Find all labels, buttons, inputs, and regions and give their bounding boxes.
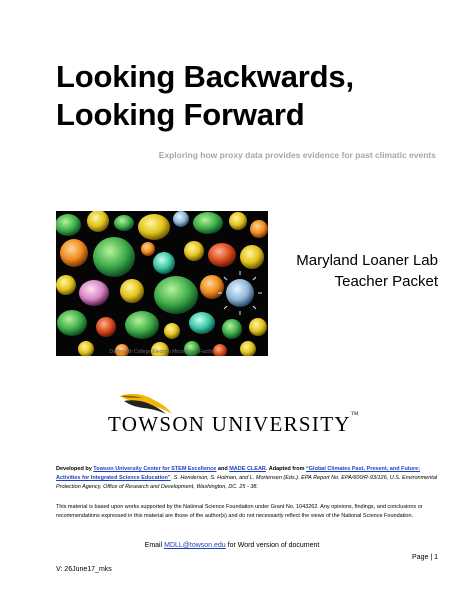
email-prefix: Email bbox=[144, 542, 165, 549]
towson-university-logo bbox=[104, 390, 364, 440]
trademark-mark: TM bbox=[350, 412, 359, 417]
pollen-grains-illustration bbox=[56, 211, 268, 356]
credits-paragraph bbox=[56, 465, 438, 491]
document-title bbox=[56, 58, 436, 134]
towson-stem-link[interactable]: Towson University Center for STEM Excellence bbox=[93, 466, 217, 472]
email-link[interactable]: MDLL@towson.edu bbox=[164, 542, 226, 549]
email-line bbox=[0, 542, 464, 549]
page-number: Page | 1 bbox=[412, 554, 438, 561]
made-clear-link[interactable]: MADE CLEAR bbox=[229, 466, 266, 472]
credits-adapted: . Adapted from bbox=[265, 466, 307, 472]
nsf-disclaimer: This material is based upon works supported by the National Science Foundation under Grant No. 1043262. Any opinions, findings, and conclusions or recommendations expressed in this material are those of the author(s) and do not necessarily reflect the views of the National Science Foundation. bbox=[56, 504, 423, 519]
source-title-link[interactable]: “Global Climates Past, Present, and Future: Activities for Integrated Science Education” bbox=[56, 466, 421, 481]
version-label: V: 26June17_mks bbox=[56, 566, 112, 573]
wordmark-text: TOWSON UNIVERSITY bbox=[108, 412, 351, 436]
credits-and: and bbox=[216, 466, 230, 472]
packet-line-2: Teacher Packet bbox=[334, 273, 438, 290]
pollen-micrograph-image bbox=[56, 211, 268, 356]
title-line-1: Looking Backwards, bbox=[56, 59, 354, 94]
title-line-2: Looking Forward bbox=[56, 97, 305, 132]
packet-line-1: Maryland Loaner Lab bbox=[296, 252, 438, 269]
document-subtitle: Exploring how proxy data provides evidence for past climatic events bbox=[158, 150, 436, 160]
email-suffix: for Word version of document bbox=[225, 542, 320, 549]
packet-label bbox=[280, 250, 438, 292]
image-caption: Dartmouth College Electron Microscope Facility bbox=[109, 349, 215, 355]
towson-university-wordmark bbox=[108, 412, 358, 437]
credits-citation: . S. Henderson, S. Holman, and L. Mortensen (Eds.). EPA Report No. EPA/600/R-93/126, U.S. Environmental Protection Agency, Office of Research and Development, Washington, DC. 25 - 38. bbox=[56, 474, 438, 490]
credits-prefix: Developed by bbox=[56, 466, 94, 472]
